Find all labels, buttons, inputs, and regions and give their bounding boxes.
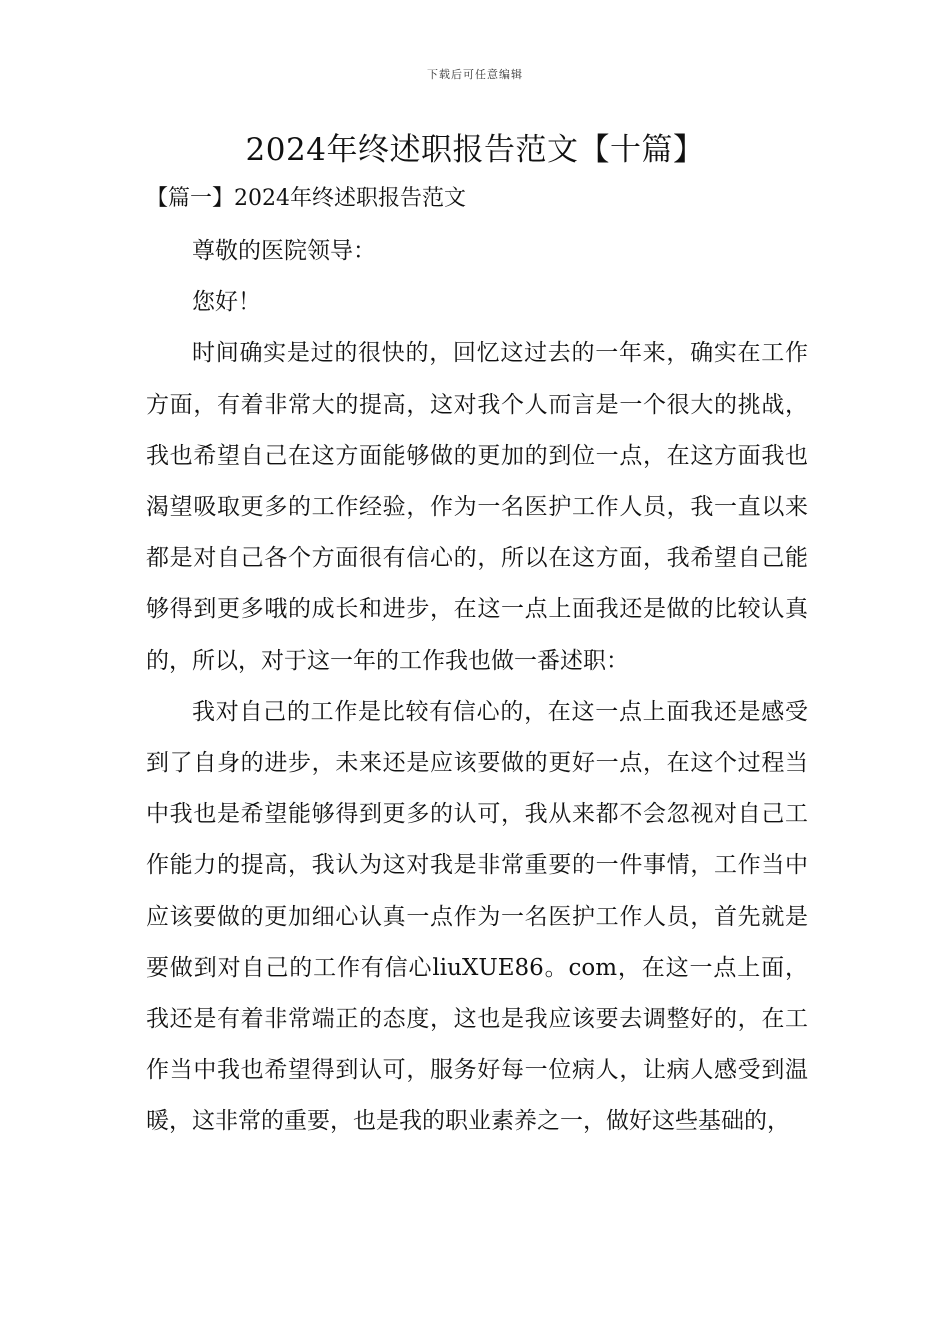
section-heading: 【篇一】2024年终述职报告范文 (146, 186, 466, 211)
body-paragraph: 我对自己的工作是比较有信心的，在这一点上面我还是感受到了自身的进步，未来还是应该要做的更好一点，在这个过程当中我也是希望能够得到更多的认可，我从来都不会忽视对自己工作能力的提高，我认为这对我是非常重要的一件事情，工作当中应该要做的更加细心认真一点作为一名医护工作人员，首先就是要做到对自己的工作有信心liuXUE86。com，在这一点上面，我还是有着非常端正的态度，这也是我应该要去调整好的，在工作当中我也希望得到认可，服务好每一位病人，让病人感受到温暖，这非常的重要，也是我的职业素养之一，做好这些基础的， (146, 698, 808, 1135)
header-note: 下载后可任意编辑 (427, 68, 523, 81)
document-body (146, 226, 808, 1148)
salutation: 尊敬的医院领导： (192, 238, 376, 264)
greeting: 您好！ (192, 289, 261, 316)
document-title: 2024年终述职报告范文【十篇】 (245, 132, 705, 168)
body-paragraph: 时间确实是过的很快的，回忆这过去的一年来，确实在工作方面，有着非常大的提高，这对我个人而言是一个很大的挑战，我也希望自己在这方面能够做的更加的到位一点，在这方面我也渴望吸取更多的工作经验，作为一名医护工作人员，我一直以来都是对自己各个方面很有信心的，所以在这方面，我希望自己能够得到更多哦的成长和进步，在这一点上面我还是做的比较认真的，所以，对于这一年的工作我也做一番述职： (146, 340, 808, 674)
